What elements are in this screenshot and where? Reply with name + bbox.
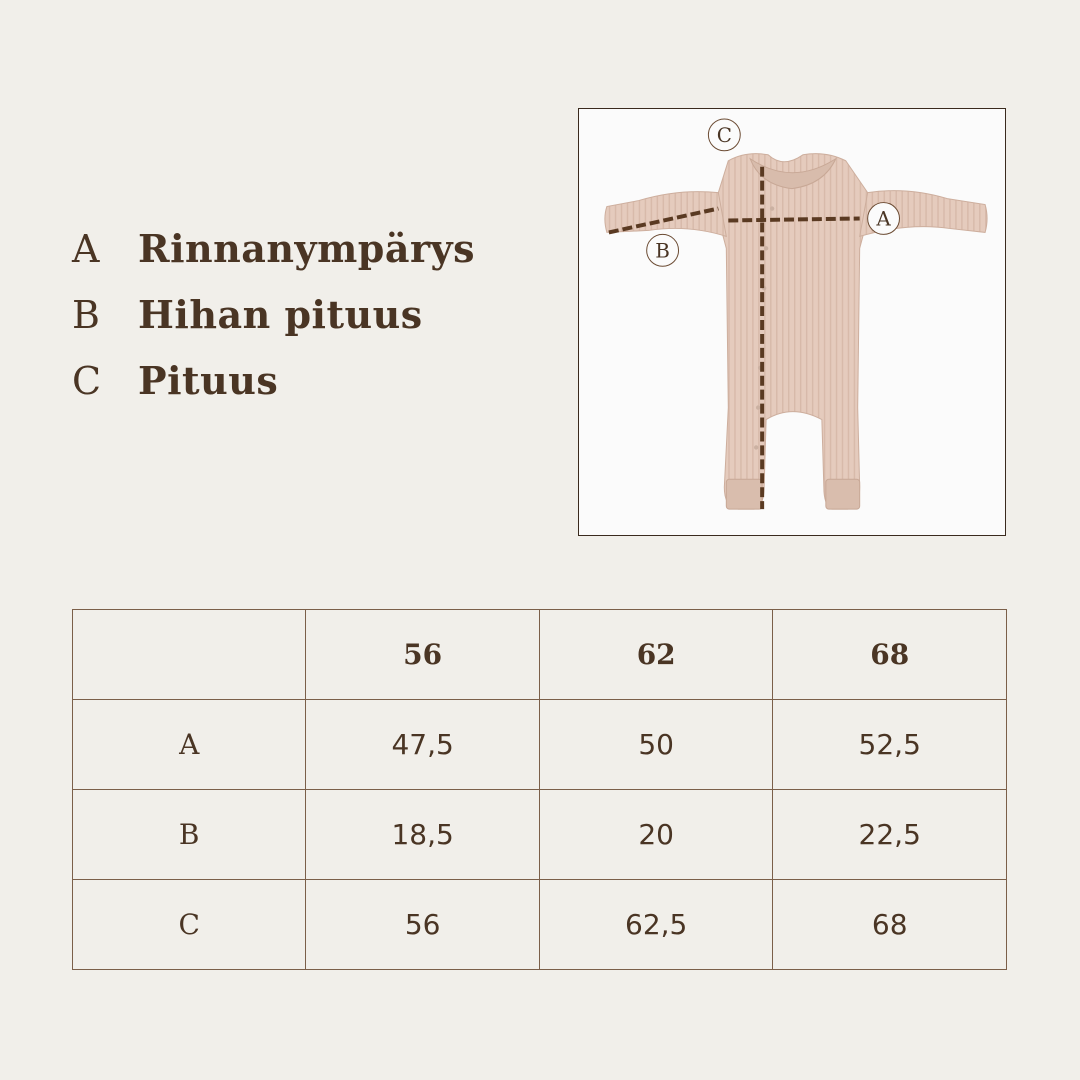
legend-letter: B (72, 293, 101, 337)
table-cell: 22,5 (773, 790, 1007, 880)
size-table (72, 609, 1007, 970)
legend-name: Hihan pituus (138, 292, 423, 337)
legend-letter: A (72, 227, 100, 271)
svg-text:B: B (655, 239, 670, 263)
svg-text:A: A (876, 207, 891, 231)
marker-a (868, 203, 900, 235)
table-cell: 20 (539, 790, 773, 880)
legend-name: Pituus (138, 358, 279, 403)
row-label: C (73, 880, 306, 970)
legend-item-a (72, 226, 475, 292)
marker-b (647, 234, 679, 266)
table-cell: 47,5 (306, 700, 540, 790)
table-row (73, 790, 1007, 880)
legend-name: Rinnanympärys (138, 226, 475, 271)
table-cell: 68 (773, 880, 1007, 970)
marker-c (708, 119, 740, 151)
svg-text:C: C (716, 123, 732, 147)
row-label: A (73, 700, 306, 790)
table-header-cell: 56 (306, 610, 540, 700)
legend-letter: C (72, 359, 102, 403)
table-cell: 52,5 (773, 700, 1007, 790)
table-header-row (73, 610, 1007, 700)
table-cell: 18,5 (306, 790, 540, 880)
legend-item-b (72, 292, 475, 358)
product-photo (578, 108, 1006, 536)
table-cell: 62,5 (539, 880, 773, 970)
table-cell: 50 (539, 700, 773, 790)
measurement-legend (72, 226, 475, 424)
legend-item-c (72, 358, 475, 424)
table-cell: 56 (306, 880, 540, 970)
row-label: B (73, 790, 306, 880)
table-header-cell (73, 610, 306, 700)
table-row (73, 880, 1007, 970)
table-header-cell: 62 (539, 610, 773, 700)
table-header-cell: 68 (773, 610, 1007, 700)
table-row (73, 700, 1007, 790)
romper-illustration (579, 109, 1005, 535)
